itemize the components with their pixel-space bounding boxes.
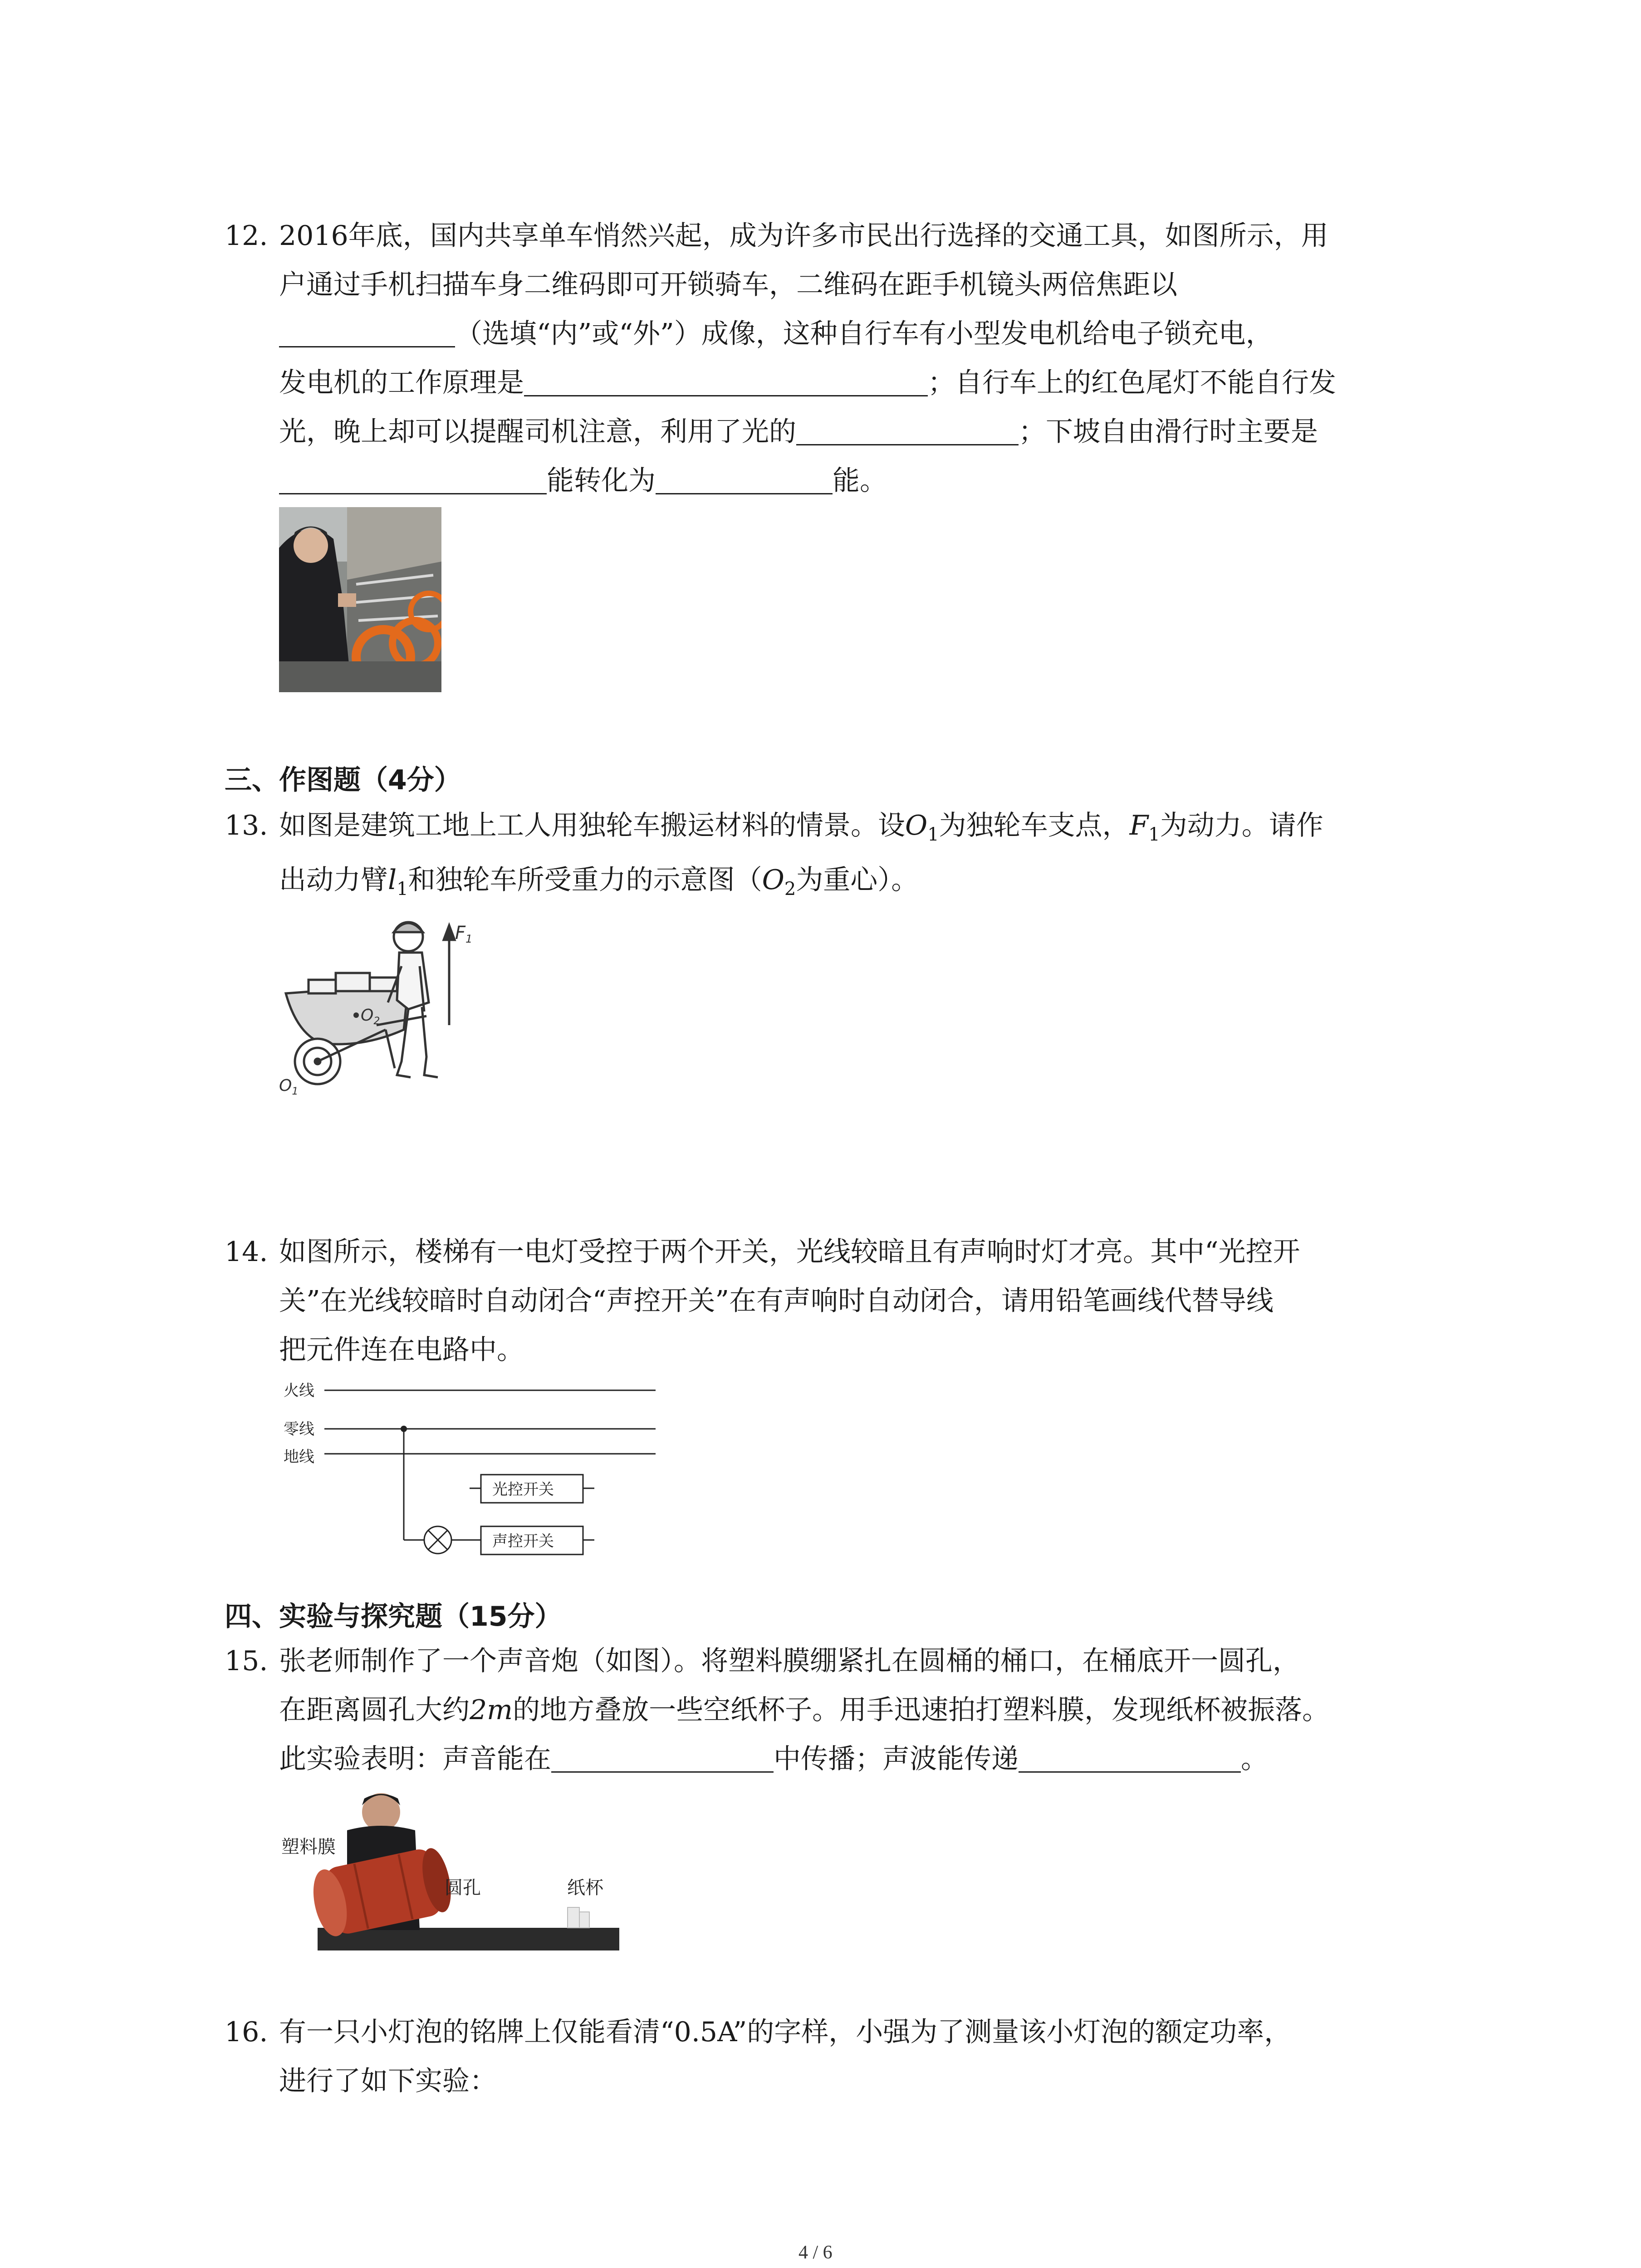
q13-number: 13. xyxy=(225,810,268,841)
answer-blank-2[interactable] xyxy=(524,370,928,396)
sound-cannon-photo xyxy=(279,1785,619,1950)
svg-text:火线: 火线 xyxy=(284,1382,314,1400)
q12-line-6: 能转化为 能。 xyxy=(279,467,887,494)
svg-text:声控开关: 声控开关 xyxy=(492,1532,554,1550)
svg-text:零线: 零线 xyxy=(284,1420,314,1438)
q12-line-1: 2016年底，国内共享单车悄然兴起，成为许多市民出行选择的交通工具，如图所示，用 xyxy=(279,220,1328,252)
q14-number: 14. xyxy=(225,1236,268,1268)
q16-line-1: 有一只小灯泡的铭牌上仅能看清“0.5A”的字样，小强为了测量该小灯泡的额定功率， xyxy=(279,2016,1292,2048)
q14-line-3: 把元件连在电路中。 xyxy=(279,1334,524,1366)
section-4-title: 四、实验与探究题（15分） xyxy=(225,1601,562,1633)
q14-line-2: 关”在光线较暗时自动闭合“声控开关”在有声响时自动闭合，请用铅笔画线代替导线 xyxy=(279,1285,1274,1317)
q12-line-4: 发电机的工作原理是 ；自行车上的红色尾灯不能自行发 xyxy=(279,367,1336,399)
q12-line-2: 户通过手机扫描车身二维码即可开锁骑车，二维码在距手机镜头两倍焦距以 xyxy=(279,269,1177,301)
answer-blank-3[interactable] xyxy=(796,419,1019,445)
answer-blank-4[interactable] xyxy=(279,468,547,494)
q12-line-3: （选填“内”或“外”）成像，这种自行车有小型发电机给电子锁充电， xyxy=(279,320,1273,347)
shared-bike-photo xyxy=(279,507,441,692)
q15-number: 15. xyxy=(225,1645,268,1677)
q12-number: 12. xyxy=(225,220,268,252)
q13-line-2: 出动力臂$l_1$和独轮车所受重力的示意图（$O_2$为重心）。 xyxy=(279,864,919,899)
answer-blank-7[interactable] xyxy=(1019,1746,1241,1773)
svg-text:塑料膜: 塑料膜 xyxy=(281,1837,336,1857)
q15-line-2: 在距离圆孔大约2m的地方叠放一些空纸杯子。用手迅速拍打塑料膜，发现纸杯被振落。 xyxy=(279,1694,1330,1726)
answer-blank-1[interactable] xyxy=(279,321,455,347)
page-number: 4 / 6 xyxy=(798,2242,833,2263)
q12-line-5: 光，晚上却可以提醒司机注意，利用了光的 ；下坡自由滑行时主要是 xyxy=(279,416,1318,448)
q15-line-1: 张老师制作了一个声音炮（如图）。将塑料膜绷紧扎在圆桶的桶口，在桶底开一圆孔， xyxy=(279,1645,1300,1677)
q16-line-2: 进行了如下实验： xyxy=(279,2065,497,2097)
section-3-title: 三、作图题（4分） xyxy=(225,764,461,796)
q16-number: 16. xyxy=(225,2016,268,2048)
svg-text:纸杯: 纸杯 xyxy=(567,1877,603,1898)
q15-line-3: 此实验表明：声音能在 中传播；声波能传递 。 xyxy=(279,1743,1268,1775)
q13-line-1: 如图是建筑工地上工人用独轮车搬运材料的情景。设$O_1$为独轮车支点，$F_1$为动力。请作 xyxy=(279,810,1323,845)
svg-text:圆孔: 圆孔 xyxy=(445,1877,481,1898)
answer-blank-5[interactable] xyxy=(656,468,833,494)
svg-text:F1: $F_1$ xyxy=(455,923,473,945)
circuit-figure xyxy=(279,1372,665,1572)
wheelbarrow-figure xyxy=(272,912,490,1098)
answer-blank-6[interactable] xyxy=(551,1746,774,1773)
svg-text:O2: $O_2$ xyxy=(361,1006,380,1027)
svg-text:O1: $O_1$ xyxy=(279,1076,299,1097)
svg-text:光控开关: 光控开关 xyxy=(492,1481,554,1499)
q14-line-1: 如图所示，楼梯有一电灯受控于两个开关，光线较暗且有声响时灯才亮。其中“光控开 xyxy=(279,1236,1300,1268)
svg-text:地线: 地线 xyxy=(284,1448,314,1466)
